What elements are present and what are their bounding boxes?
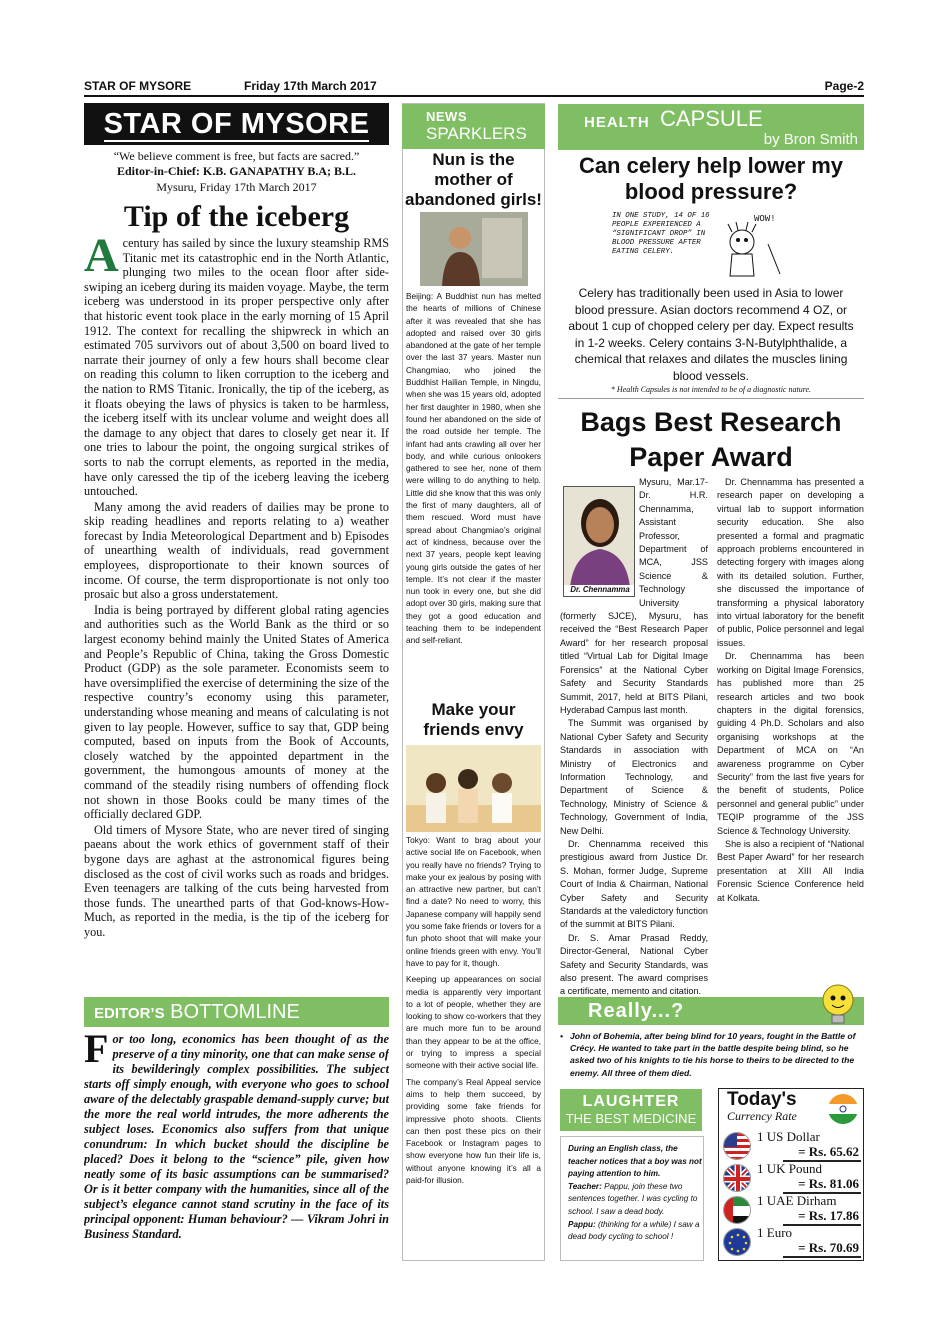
photo-caption: Dr. Chennamma	[564, 585, 635, 596]
award-paragraph: The Summit was organised by National Cyber Safety and Security Standards in association with Ministry of Electronics and Information Technology, and Department of Science & Technology, Ministry of Science & Technology, Government of India, New Delhi.	[560, 718, 708, 836]
health-rule	[558, 398, 864, 399]
cartoon-figure	[718, 210, 798, 280]
health-disclaimer: * Health Capsules is not intended to be of a diagnostic nature.	[610, 385, 812, 394]
rate-rule	[783, 1256, 861, 1258]
bottomline-body	[84, 1032, 389, 1262]
really-text	[560, 1030, 864, 1079]
news-story-2-text: Tokyo: Want to brag about your active social life on Facebook, when you really have no friends? Trying to make your ex jealous by posing with an attractive new partner, but can’t find a date? No need to worry, this Japanese company will happily send you some fake friends or lovers for a fun photo shoot that will make your online friends green with envy. You’ll have to pay for it, though.	[406, 835, 541, 968]
editorial-paragraph: Many among the avid readers of dailies may be prone to skip reading headlines and reports relating to a) weather forecast by India Meteorological Department and b) Episodes of unearthing wealth of individuals, read government employees, disproportionate to their known sources of income. Of course, the term disproportionate is not only too prosaic but also a gross understatement.	[84, 499, 389, 602]
teacher-label: Teacher:	[568, 1181, 602, 1191]
health-byline: by Bron Smith	[763, 131, 858, 148]
pappu-line: (thinking for a while) I saw a dead body cycling to school !	[568, 1219, 700, 1242]
news-headline-1: Nun is the mother of abandoned girls!	[405, 150, 542, 209]
rate-row	[723, 1225, 861, 1257]
photo-float-spacer	[560, 476, 639, 600]
bottomline-drop-cap: F	[84, 1032, 109, 1071]
rate-value: = Rs. 81.06	[798, 1176, 859, 1191]
editorial-drop-cap: A	[84, 236, 119, 282]
news-story-2-text: The company’s Real Appeal service aims to help them succeed, by providing some fake friends for impressive photo shoots. Clients can then post these pics on their Facebook or Instagram pages to show everyone how fun their life is, without anyone knowing it’s all a paid-for illusion.	[406, 1076, 541, 1186]
rate-name: 1 Euro	[757, 1225, 793, 1240]
bottomline-label-a: EDITOR’S	[94, 1005, 165, 1022]
award-paragraph: Dr. Chennamma has been working on Digital Image Forensics, has published more than 25 research articles and two book chapters in the digital forensics, guiding 4 Ph.D. Scholars and also organising workshops at the Department of MCA on “An awareness programme on Cyber Security” from the last five years for the benefit of students, Police personnel and general public” under TEQIP programme of the JSS Science & Technology University.	[717, 651, 864, 836]
us-flag-icon	[723, 1132, 751, 1160]
laughter-intro: During an English class, the teacher notices that a boy was not paying attention to him.	[568, 1144, 702, 1179]
currency-subtitle: Currency Rate	[727, 1109, 797, 1123]
editorial-title: Tip of the iceberg	[123, 200, 350, 233]
editorial-paragraph: Old timers of Mysore State, who are never tired of singing paeans about the work ethics of government staff of their bygone days are aghast at the astronomical figures being disclosed as the cost of civil works such as roads and bridges. Even teenagers are talking of the cuts being harvested from those funds. The unearthed parts of that God-knows-How-Much, as reported in the media, is the tip of the iceberg for you.	[84, 822, 389, 939]
really-label: Really...?	[588, 1000, 685, 1022]
award-paragraph: She is also a recipient of “National Best Paper Award” for her research presentation at XIII All India Forensic Science Conference held at Kolkata.	[717, 838, 864, 903]
header-rule	[84, 95, 864, 97]
header-date: Friday 17th March 2017	[244, 79, 377, 93]
bottomline-banner	[84, 997, 389, 1027]
award-title: Bags Best Research Paper Award	[580, 407, 842, 472]
masthead	[84, 103, 389, 145]
award-column-1	[560, 476, 708, 996]
really-body: John of Bohemia, after being blind for 10 years, fought in the Battle of Crécy. He wanted to take part in the battle despite being blind, so he asked two of his knights to tie his horse to theirs to be directed to the enemy. All three of them died.	[570, 1031, 856, 1078]
rate-value: = Rs. 17.86	[798, 1208, 859, 1223]
health-label-a: HEALTH	[584, 114, 650, 131]
header-paper-name: STAR OF MYSORE	[84, 79, 192, 93]
nun-photo	[420, 212, 528, 286]
masthead-dateline: Mysuru, Friday 17th March 2017	[156, 180, 317, 194]
uk-flag-icon	[723, 1164, 751, 1192]
rate-row	[723, 1129, 861, 1161]
rate-name: 1 UK Pound	[757, 1161, 823, 1176]
award-paragraph: Dr. S. Amar Prasad Reddy, Director-General, National Cyber Safety and Security Standards, was also present. The award comprises a certificate, memento and citation.	[560, 932, 708, 996]
header-page-number: Page-2	[824, 79, 864, 93]
page-header	[84, 79, 864, 95]
uae-flag-icon	[723, 1196, 751, 1224]
lightbulb-icon	[815, 980, 861, 1028]
award-paragraph: Dr. Chennamma received this prestigious award from Justice Dr. S. Mohan, former Judge, Supreme Court of India & Chairman, National Cyber Safety and Security Standards at the valedictory function of the summit at BITS Pilani.	[560, 838, 708, 930]
rate-row	[723, 1193, 861, 1225]
rate-value: = Rs. 65.62	[798, 1144, 859, 1159]
editorial-paragraph: India is being portrayed by different global rating agencies and authorities such as the World Bank as the third or so largest economy behind mainly the United States of America and People’s Republic of China, taking the Gross Domestic Product (GDP) as the sole parameter. Economists seem to have oversimplified the exercise of determining the size of the respective country’s economy using this parameter, understanding whose meaning and means of calculating is not given to lay people. However, suffice to say that, GDP being computed, based on inputs from the Book of Accounts, closely watched by the appointed department in the government, the humongous amounts of money at the command of the steadily rising numbers of offending flock not shown in those Books could be many times of the officially declared GDP.	[84, 602, 389, 822]
nun-photo-image	[420, 212, 528, 286]
teacher-line: Pappu, join these two sentences together. I was cycling to school. I saw a dead body.	[568, 1181, 698, 1216]
news-banner	[402, 104, 545, 149]
bottomline-label-b: BOTTOMLINE	[170, 1001, 300, 1023]
rate-name: 1 UAE Dirham	[757, 1193, 837, 1208]
laughter-text	[568, 1143, 702, 1244]
health-label-b: CAPSULE	[660, 106, 763, 131]
masthead-motto: “We believe comment is free, but facts are sacred.”	[113, 149, 360, 163]
cartoon-note: IN ONE STUDY, 14 OF 16 PEOPLE EXPERIENCED A “SIGNIFICANT DROP” IN BLOOD PRESSURE AFTER EATING CELERY.	[612, 212, 710, 256]
friends-photo-image	[406, 745, 541, 832]
news-label-a: NEWS	[426, 109, 467, 124]
news-label-b: SPARKLERS	[426, 124, 527, 143]
rate-name: 1 US Dollar	[757, 1129, 820, 1144]
bottomline-text: or too long, economics has been thought of as the preserve of a tiny minority, one that can make sense of its bewilderingly complex possibilities. The subject starts off simply enough, with everyone who goes to school aware of the delectably graspable demand-supply curve; but the more the real world intrudes, the more adherents the subject loses. Economics also suffers from that unique conundrum: In which bucket should the discipline be placed? Does it belong to the “science” pile, given how neatly some of its basic assumptions can be summarised? Or is it better company with the humanities, since all of the subject’s elegance cannot stand scrutiny in the face of its principal opponent: Human behaviour? — Vikram Johri in Business Standard.	[84, 1032, 389, 1241]
editorial-body	[84, 236, 389, 994]
health-text: Celery has traditionally been used in Asia to lower blood pressure. Asian doctors recommend 4 OZ, or about 1 cup of chopped celery per day. Expect results in 1-2 weeks. Celery contains 3-N-Butylphthalide, a chemical that relaxes and dilates the muscles lining blood vessels.	[568, 286, 854, 383]
award-paragraph: Dr. Chennamma has presented a research paper on developing a virtual lab to support information security education. She also presented a formal and pragmatic approach problems encountered in detecting forgery with images along with its detailed solution. Further, she discussed the importance of transforming a physical laboratory into virtual laboratory for the benefit of public, Police personnel and legal issues.	[717, 477, 864, 648]
news-story-2-text: Keeping up appearances on social media is apparently very important to a lot of people, whether they are looking to show co-workers that they are much more fun to be around than they appear to be at the office, or trying to impress a special someone with their active social life.	[406, 974, 541, 1071]
news-story-2	[406, 834, 541, 1259]
laughter-label-b: THE BEST MEDICINE	[565, 1111, 697, 1126]
bullet-icon: •	[560, 1031, 564, 1041]
health-title: Can celery help lower my blood pressure?	[578, 153, 844, 204]
news-headline-2: Make your friends envy	[423, 700, 524, 739]
laughter-label-a: LAUGHTER	[582, 1093, 680, 1110]
masthead-title: STAR OF MYSORE	[103, 108, 370, 140]
friends-photo	[406, 745, 541, 832]
award-column-2	[717, 476, 864, 994]
health-banner	[558, 104, 864, 150]
masthead-editor: Editor-in-Chief: K.B. GANAPATHY B.A; B.L.	[117, 164, 356, 178]
rate-row	[723, 1161, 861, 1193]
currency-box	[718, 1088, 864, 1261]
news-story-1	[406, 290, 541, 698]
eu-flag-icon	[723, 1228, 751, 1256]
laughter-banner	[560, 1089, 702, 1131]
india-flag-icon	[827, 1093, 859, 1125]
cartoon-wow: WOW!	[754, 214, 776, 224]
currency-title: Today's	[727, 1089, 797, 1110]
pappu-label: Pappu:	[568, 1219, 596, 1229]
news-story-1-text: Beijing: A Buddhist nun has melted the hearts of millions of Chinese after it was revealed that she has adopted and raised over 30 girls abandoned at the gate of her temple over the last 37 years. Master nun Changmiao, who joined the Buddhist Hailian Temple, in Ningdu, when she was 15 years old, adopted her first daughter in 1980, when she found her abandoned on the side of the road outside her temple. The infant had ants crawling all over her body, and while curious onlookers gathered to see her, none of them were willing to do anything to help. Little did she know that this was only the first of many daughters, all of them rescued. Word must have spread about Changmiao’s original act of kindness, because over the next 37 years, people kept leaving young girls outside the gates of her temple. It’s not clear if the master nun took in every one, but she did adopt over 30 girls, making sure that they got a good education and teaching them to be independent and self-reliant.	[406, 291, 541, 646]
editorial-paragraph: century has sailed by since the luxury steamship RMS Titanic met its catastrophic end in the North Atlantic, plunging two miles to the ocean floor after side-swiping an iceberg during its maiden voyage. Maybe, the term iceberg was understood in its proper perspective only after that historic event took place in the early morning of 15 April 1912. The context for recalling the shipwreck in which an estimated 705 survivors out of about 3,500 on board lived to narrate their journey of only a few hours shall become clear on reading this column to liken corruption to the iceberg and the nation to RMS Titanic. Ironically, the tip of the iceberg, as it floats obeying the laws of physics is taken to be harmless, the iceberg itself with its unclear volume and weight does all the damage to any object that dares to closely get near it. If one tries to labour the point, the ongoing surgical strikes of sorts to nab the corrupt elements, as reported in the media, have only caressed the tip of the iceberg leaving the iceberg untouched.	[84, 236, 389, 499]
award-paragraph: Mysuru, Mar.17-Dr. H.R. Chennamma, Assistant Professor, Department of MCA, JSS Science & Technology University (formerly SJCE), Mysuru, has received the “Best Research Paper Award” for her research proposal titled “Virtual Lab for Digital Image Forensics” at the National Cyber Safety and Security Standards Summit, 2017, held at BITS Pilani, Hyderabad Campus last month.	[560, 477, 708, 715]
rate-value: = Rs. 70.69	[798, 1240, 859, 1255]
